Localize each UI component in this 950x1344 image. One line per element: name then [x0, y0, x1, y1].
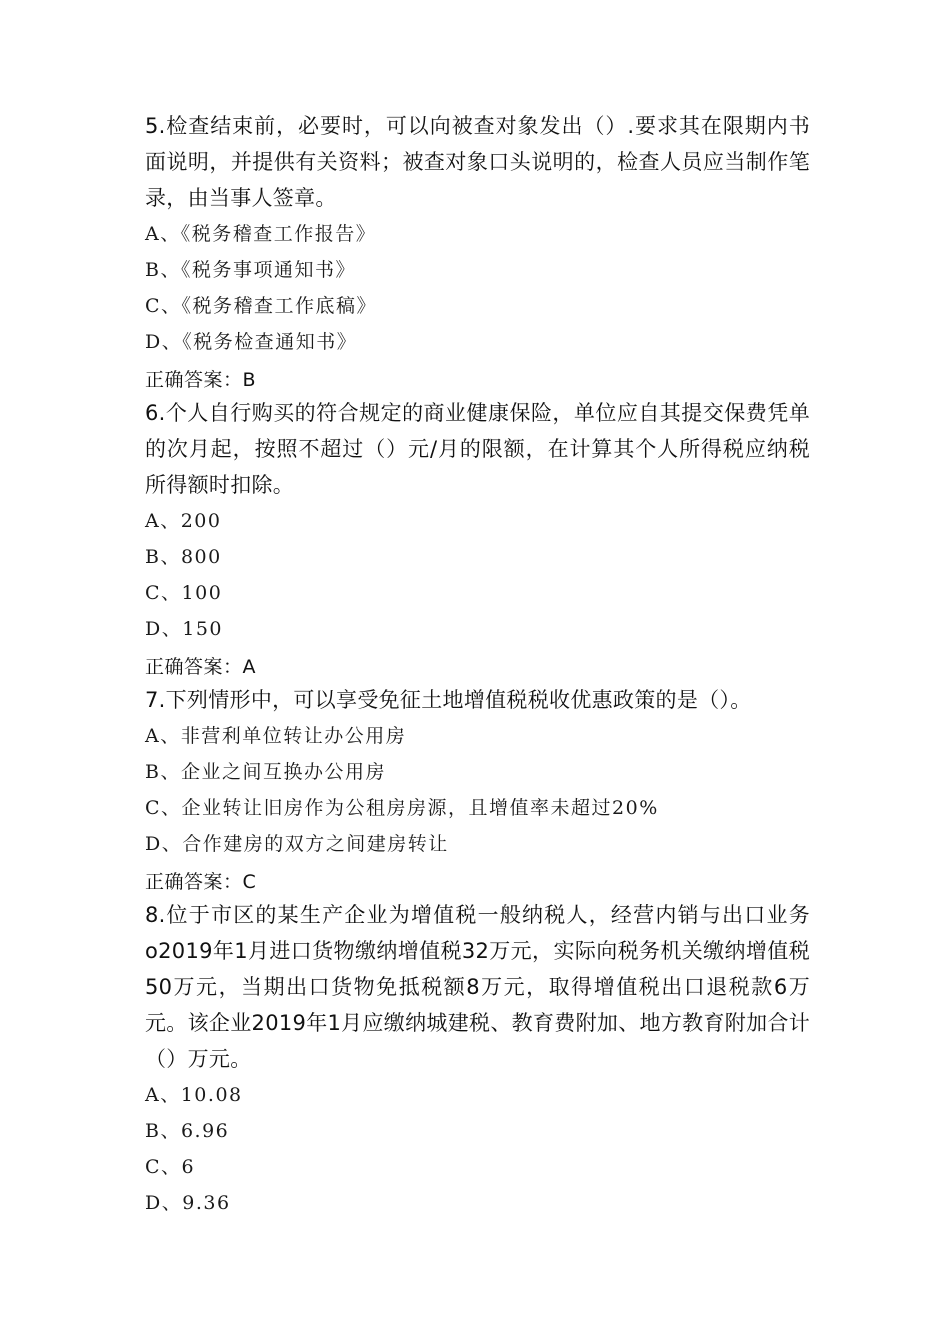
question-6-option-b: B、800	[145, 546, 222, 568]
question-7-option-c: C、企业转让旧房作为公租房房源，且增值率未超过20%	[145, 797, 659, 819]
question-5-option-d: D、《税务检查通知书》	[145, 331, 358, 353]
question-6-stem: 6.个人自行购买的符合规定的商业健康保险，单位应自其提交保费凭单的次月起，按照不超过（）元/月的限额，在计算其个人所得税应纳税所得额时扣除。	[145, 401, 810, 497]
question-5-answer: 正确答案：B	[145, 369, 257, 391]
question-8-option-a: A、10.08	[145, 1084, 243, 1106]
question-6-answer: 正确答案：A	[145, 656, 256, 678]
question-6-option-d: D、150	[145, 618, 223, 640]
question-8-option-c: C、6	[145, 1156, 196, 1178]
question-6-option-c: C、100	[145, 582, 223, 604]
question-8-option-b: B、6.96	[145, 1120, 230, 1142]
question-7-option-d: D、合作建房的双方之间建房转让	[145, 833, 449, 855]
question-5-option-b: B、《税务事项通知书》	[145, 259, 356, 281]
question-5-stem: 5.检查结束前，必要时，可以向被查对象发出（）.要求其在限期内书面说明，并提供有关资料；被查对象口头说明的，检查人员应当制作笔录，由当事人签章。	[145, 114, 810, 210]
question-6-option-a: A、200	[145, 510, 222, 532]
question-5-option-a: A、《税务稽查工作报告》	[145, 223, 377, 245]
question-5-option-c: C、《税务稽查工作底稿》	[145, 295, 378, 317]
question-7-answer: 正确答案：C	[145, 871, 257, 893]
question-7-stem: 7.下列情形中，可以享受免征土地增值税税收优惠政策的是（）。	[145, 688, 752, 712]
question-8-stem: 8.位于市区的某生产企业为增值税一般纳税人，经营内销与出口业务o2019年1月进口货物缴纳增值税32万元，实际向税务机关缴纳增值税50万元，当期出口货物免抵税额8万元，取得增值税出口退税款6万元。该企业2019年1月应缴纳城建税、教育费附加、地方教育附加合计（）万元。	[145, 903, 810, 1071]
question-8-option-d: D、9.36	[145, 1192, 231, 1214]
question-7-option-b: B、企业之间互换办公用房	[145, 761, 386, 783]
question-7-option-a: A、非营利单位转让办公用房	[145, 725, 407, 747]
